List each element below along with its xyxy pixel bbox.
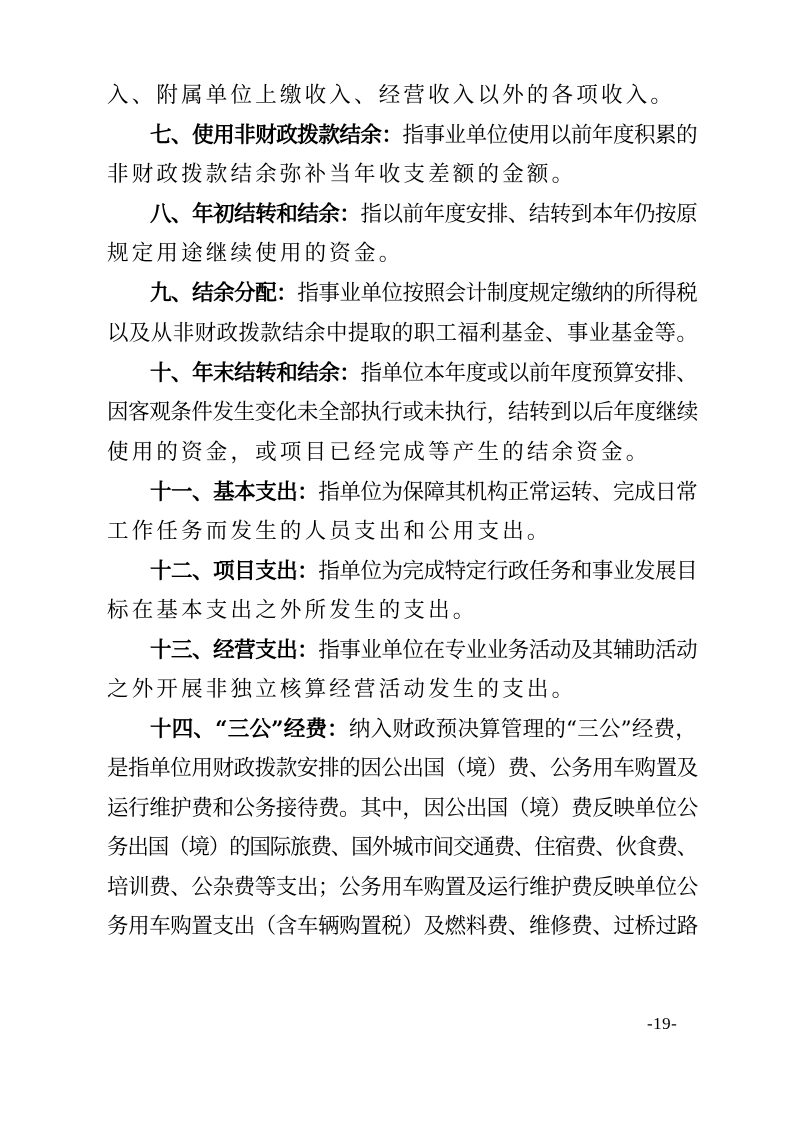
definition-line — [150, 475, 697, 511]
definition-text: 纳入财政预决算管理的“三公”经费， — [348, 717, 698, 742]
definition-line — [150, 276, 697, 312]
definition-text: 培训费、公杂费等支出；公务用车购置及运行维护费反映单位公 — [107, 875, 698, 900]
definition-term: 十、年末结转和结余： — [150, 361, 361, 386]
definition-line — [150, 633, 697, 669]
definition-text: 因客观条件发生变化未全部执行或未执行，结转到以后年度继续 — [107, 400, 698, 425]
text-line — [107, 672, 697, 708]
text-line — [107, 236, 697, 272]
text-line — [107, 514, 697, 550]
definition-text: 指事业单位在专业业务活动及其辅助活动 — [318, 638, 698, 663]
definition-line — [150, 712, 697, 748]
definition-term: 七、使用非财政拨款结余： — [150, 123, 403, 148]
definition-text: 运行维护费和公务接待费。其中，因公出国（境）费反映单位公 — [107, 796, 698, 821]
text-line — [107, 909, 697, 945]
definition-text: 指单位为保障其机构正常运转、完成日常 — [318, 480, 698, 505]
definition-line — [150, 356, 697, 392]
definition-line — [150, 554, 697, 590]
definition-text: 指单位为完成特定行政任务和事业发展目 — [318, 559, 698, 584]
definition-text: 指以前年度安排、结转到本年仍按原 — [360, 202, 697, 227]
definition-term: 十一、基本支出： — [150, 480, 319, 505]
definition-text: 是指单位用财政拨款安排的因公出国（境）费、公务用车购置及 — [107, 756, 698, 781]
definition-text: 标在基本支出之外所发生的支出。 — [107, 598, 478, 623]
definition-term: 十三、经营支出： — [150, 638, 319, 663]
definition-text: 规定用途继续使用的资金。 — [107, 241, 404, 266]
text-line — [107, 78, 697, 114]
text-line — [107, 593, 697, 629]
definition-term: 十四、“三公”经费： — [150, 717, 349, 742]
text-line — [107, 316, 697, 352]
text-line — [107, 395, 697, 431]
text-line — [107, 791, 697, 827]
text-line — [107, 435, 697, 471]
text-line — [107, 157, 697, 193]
definition-text: 务用车购置支出（含车辆购置税）及燃料费、维修费、过桥过路 — [107, 914, 698, 939]
definition-text: 指事业单位按照会计制度规定缴纳的所得税 — [297, 281, 697, 306]
definition-text: 务出国（境）的国际旅费、国外城市间交通费、住宿费、伙食费、 — [107, 835, 697, 860]
definition-text: 之外开展非独立核算经营活动发生的支出。 — [107, 677, 577, 702]
definition-text: 指事业单位使用以前年度积累的 — [402, 123, 697, 148]
definition-line — [150, 118, 697, 154]
definition-text: 非财政拨款结余弥补当年收支差额的金额。 — [107, 162, 577, 187]
text-line — [107, 830, 697, 866]
definition-term: 十二、项目支出： — [150, 559, 319, 584]
text-line — [107, 751, 697, 787]
definition-line — [150, 197, 697, 233]
definition-text: 指单位本年度或以前年度预算安排、 — [360, 361, 697, 386]
definition-text: 工作任务而发生的人员支出和公用支出。 — [107, 519, 552, 544]
definition-term: 八、年初结转和结余： — [150, 202, 361, 227]
definition-term: 九、结余分配： — [150, 281, 298, 306]
definition-text: 以及从非财政拨款结余中提取的职工福利基金、事业基金等。 — [107, 321, 699, 346]
text-line — [107, 870, 697, 906]
paragraph-text: 入、附属单位上缴收入、经营收入以外的各项收入。 — [107, 83, 676, 108]
definition-text: 使用的资金，或项目已经完成等产生的结余资金。 — [107, 440, 651, 465]
page-number: -19- — [647, 1014, 678, 1033]
